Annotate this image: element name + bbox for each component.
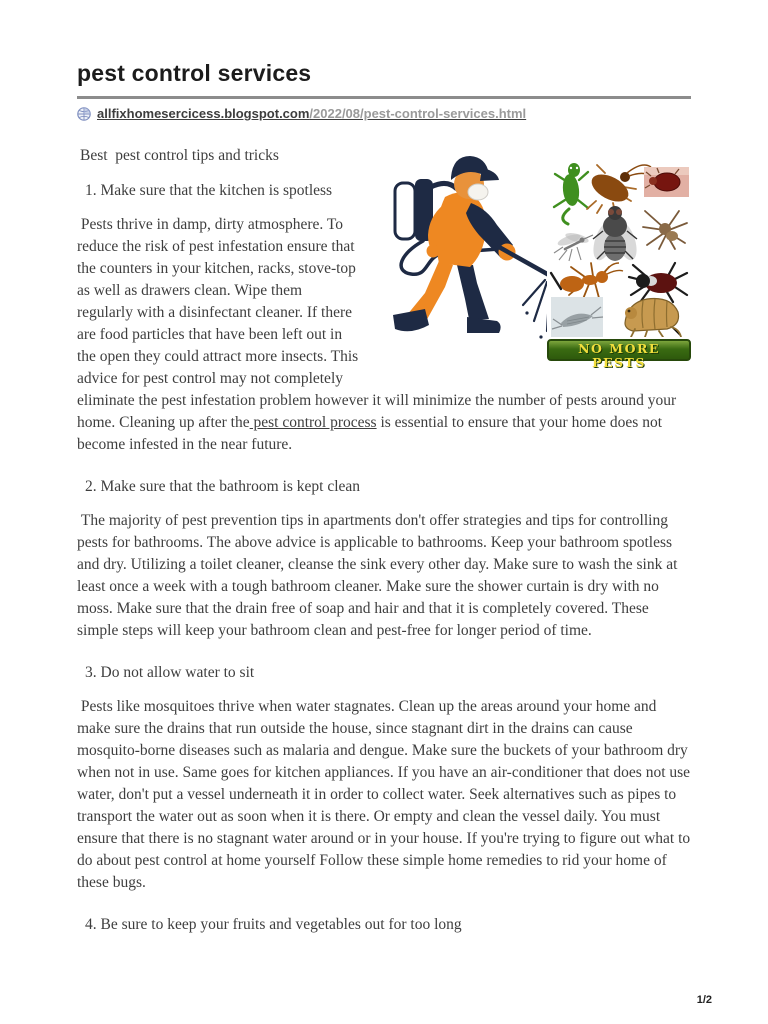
pest-control-worker-illustration [373,153,563,348]
section1-heading: 1. Make sure that the kitchen is spotless [85,182,333,199]
article-body [77,145,695,936]
bed-bug-icon [644,167,689,197]
section4-heading: 4. Be sure to keep your fruits and vegetables out for too long [85,916,462,933]
page-number: 1/2 [696,994,712,1006]
pest-collage [547,155,691,370]
section2-paragraph: The majority of pest prevention tips in apartments don't offer strategies and tips for controlling pests for bathrooms. The above advice is applicable to bathrooms. Keep your bathroom spotless and dry. Utilizing a toilet cleaner, cleanse the sink every other day. Make sure to wash the sink at least once a week with a tough bathroom cleaner. Make sure the shower curtain is dry with no moss. Make sure that the drain free of soap and hair and that it is completely covered. These simple steps will keep your bathroom clean and pest-free for longer period of time. [77,512,682,639]
title-divider [77,96,691,99]
page-title: pest control services [77,60,312,86]
section1-text-before: Pests thrive in damp, dirty atmosphere. To reduce the risk of pest infestation ensure that the counters in your kitchen, racks, stove-top as well as drawers clean. Wipe them regularly with a disinfectant cleaner. If there are food particles that have been left out in the open they could attract more insects. This advice for pest control may not completely eliminate the pest infestation problem however it will minimize the number of pests around your home. Cleaning up after the [77,216,681,431]
section3-heading: 3. Do not allow water to sit [85,664,255,681]
pest-control-process-link[interactable]: pest control process [249,414,377,431]
source-line [77,106,691,121]
section2-heading: 2. Make sure that the bathroom is kept clean [85,478,361,495]
silverfish-icon [551,297,603,337]
intro-heading: Best pest control tips and tricks [80,147,279,164]
source-domain: allfixhomesercicess.blogspot.com [97,106,310,121]
source-path: /2022/08/pest-control-services.html [309,106,527,121]
globe-icon [77,107,91,121]
no-more-pests-banner: NO MORE PESTS [547,339,691,361]
article-hero-figure [373,147,691,370]
source-url-link[interactable] [97,106,526,121]
section1-text-after: is essential to ensure that your home does not become infested in the near future. [77,414,666,453]
section3-paragraph: Pests like mosquitoes thrive when water stagnates. Clean up the areas around your home and make sure the drains that run outside the house, since stagnant dirt in the drains can cause mosquito-borne diseases such as malaria and dengue. Make sure the buckets of your bathroom dry when not in use. Same goes for kitchen appliances. If you have an air-conditioner that does not use water, don't put a vessel underneath it in order to collect water. Seek alternatives such as pipes to transport the water out as soon when it is there. Or empty and clean the vessel daily. You must ensure that there is no stagnant water around or in your house. If you're trying to figure out what to do about pest control at home yourself Follow these simple home remedies to rid your home of these bugs. [77,698,695,891]
